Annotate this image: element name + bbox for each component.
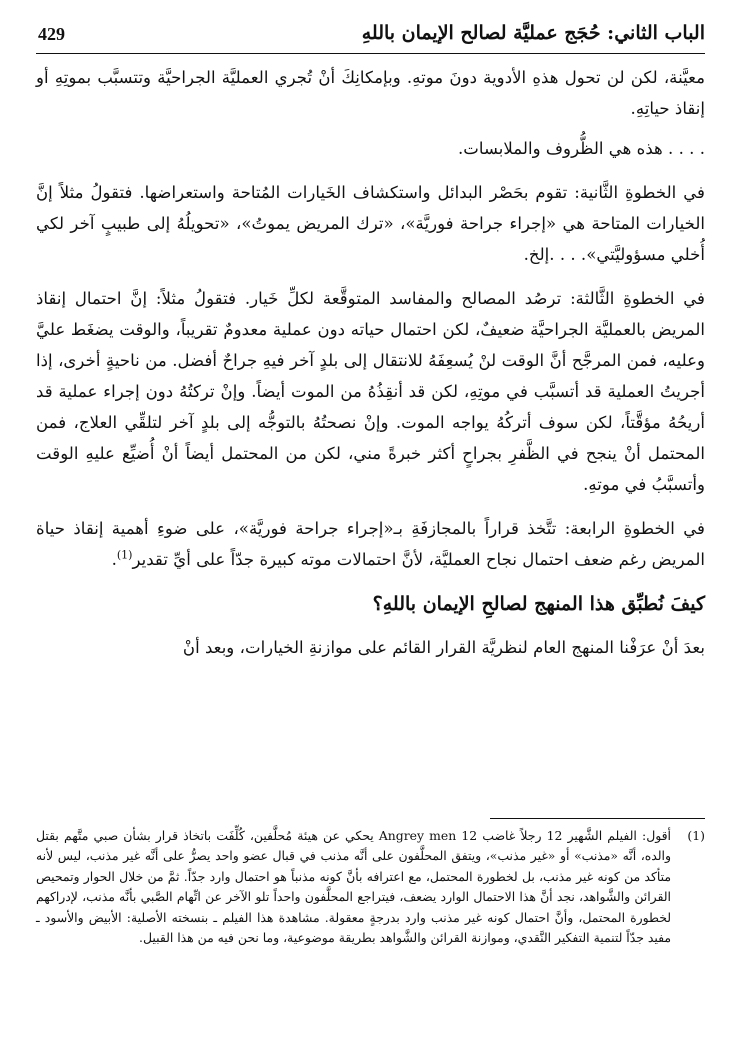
footnote-reference: (1) [116, 548, 133, 562]
paragraph-2: . . . . هذه هي الظُّروف والملابسات. [458, 139, 705, 158]
footnote-divider [490, 818, 705, 819]
section-heading: كيفَ نُطبِّق هذا المنهج لصالحِ الإيمان باللهِ؟ [372, 593, 705, 615]
footnote-text: أقول: الفيلم الشَّهير 12 رجلاً غاضب 12 Angrey men يحكي عن هيئة مُحلَّفين، كُلِّفَت باتخاذ قرار بشأن صبي متَّهم بقتل والده، أنَّه «مذنب» أو «غير مذنب»، ويتفق المحلَّفون على أنَّه مذنب في قبال عضو واحد يصرُّ على أنَّه غير مذنب، ليس لأنه متأكد من كونه غير مذنب، بل لخطورة المحتمل، مع اعترافه بأنَّ كونه مذنباً هو احتمال وارد جدّاً. ثمَّ من خلال الحوار وتمحيص القرائن والشَّواهد، نجد أنَّ هذا الاحتمال الوارد يضعف، فيتراجع المحلَّفون واحداً تلو الآخر عن اتِّهام الصَّبي بأنَّه مذنب، لإدراكهم لخطورة المحتمل، وأنَّ احتمال كونه غير مذنب وارد بدرجةٍ معقولة. مشاهدة هذا الفيلم ـ بنسخته الأصلية: الأبيض والأسود ـ مفيد جدّاً لتنمية التفكير النَّقدي، وموازنة القرائن والشَّواهد بطريقة موضوعية، وما نحن فيه من هذا القبيل. [36, 828, 671, 946]
paragraph-1: معيَّنة، لكن لن تحول هذهِ الأدوية دونَ موتهِ. وبإمكانِكَ أنْ تُجري العمليَّة الجراحيَّة وتتسبَّب بموتِهِ أو إنقاذ حياتِهِ. [36, 68, 705, 118]
paragraph-step-4-text: في الخطوةِ الرابعة: تتَّخذ قراراً بالمجازفَةِ بـ«إجراء جراحة فوريَّة»، على ضوءِ أهمية إنقاذ حياة المريض رغم ضعف احتمال نجاح العمليَّة، لأنَّ احتمالات موته كبيرة جدّاً على أيِّ تقدير [36, 519, 705, 569]
header-divider [36, 53, 705, 54]
paragraph-step-4-end: . [111, 550, 117, 569]
running-head [36, 18, 705, 50]
chapter-title: الباب الثاني: حُجَج عمليَّة لصالح الإيمان باللهِ [361, 22, 705, 44]
paragraph-step-2: في الخطوةِ الثَّانية: تقوم بحَصْر البدائل واستكشاف الخَيارات المُتاحة واستعراضها. فتقولُ مثلاً إنَّ الخيارات المتاحة هي «إجراء جراحة فوريَّة»، «ترك المريض يموتُ»، «تحويلُهُ إلى طبيبٍ آخر لكي أُخلي مسؤوليَّتي». . . .إلخ. [36, 183, 705, 264]
footnote-marker: (1) [687, 828, 705, 843]
main-text [36, 62, 705, 676]
page-number: 429 [38, 24, 65, 44]
paragraph-6: بعدَ أنْ عرَفْنا المنهج العام لنظريَّة القرار القائم على موازنةِ الخيارات، وبعد أنْ [182, 638, 705, 657]
footnote-1 [36, 826, 705, 948]
paragraph-step-4 [36, 513, 705, 575]
paragraph-step-3: في الخطوةِ الثَّالثة: ترصُد المصالح والمفاسد المتوقَّعة لكلِّ خَيار. فتقولُ مثلاً: إنَّ احتمال إنقاذ المريض بالعمليَّة الجراحيَّة ضعيفٌ، لكن احتمال حياته دون عملية معدومٌ تقريباً، والوقت يضغَط عليَّ وعليه، فمن المرجَّح أنَّ الوقت لنْ يُسعِفَهُ للانتقال إلى بلدٍ آخر فيهِ جراحٌ أفضل. من ناحيةٍ أخرى، إذا أجريتُ العملية قد أتسبَّب في موتِهِ، لكن قد أنقِذُهُ من الموت أيضاً. وإنْ تركتُهُ دون إجراء عملية قد أريحُهُ مؤقَّتاً، لكن سوف أتركُهُ يواجه الموت. وإنْ نصحتُهُ بالتوجُّه إلى بلدٍ آخر لتلقِّي العلاج، فمن المحتمل أنْ ينجح في الظَّفرِ بجراحٍ أكثر خبرةً مني، لكن من المحتمل أيضاً أنْ أُضيِّع عليهِ الوقت وأتسبَّبُ في موتهِ. [36, 289, 705, 494]
